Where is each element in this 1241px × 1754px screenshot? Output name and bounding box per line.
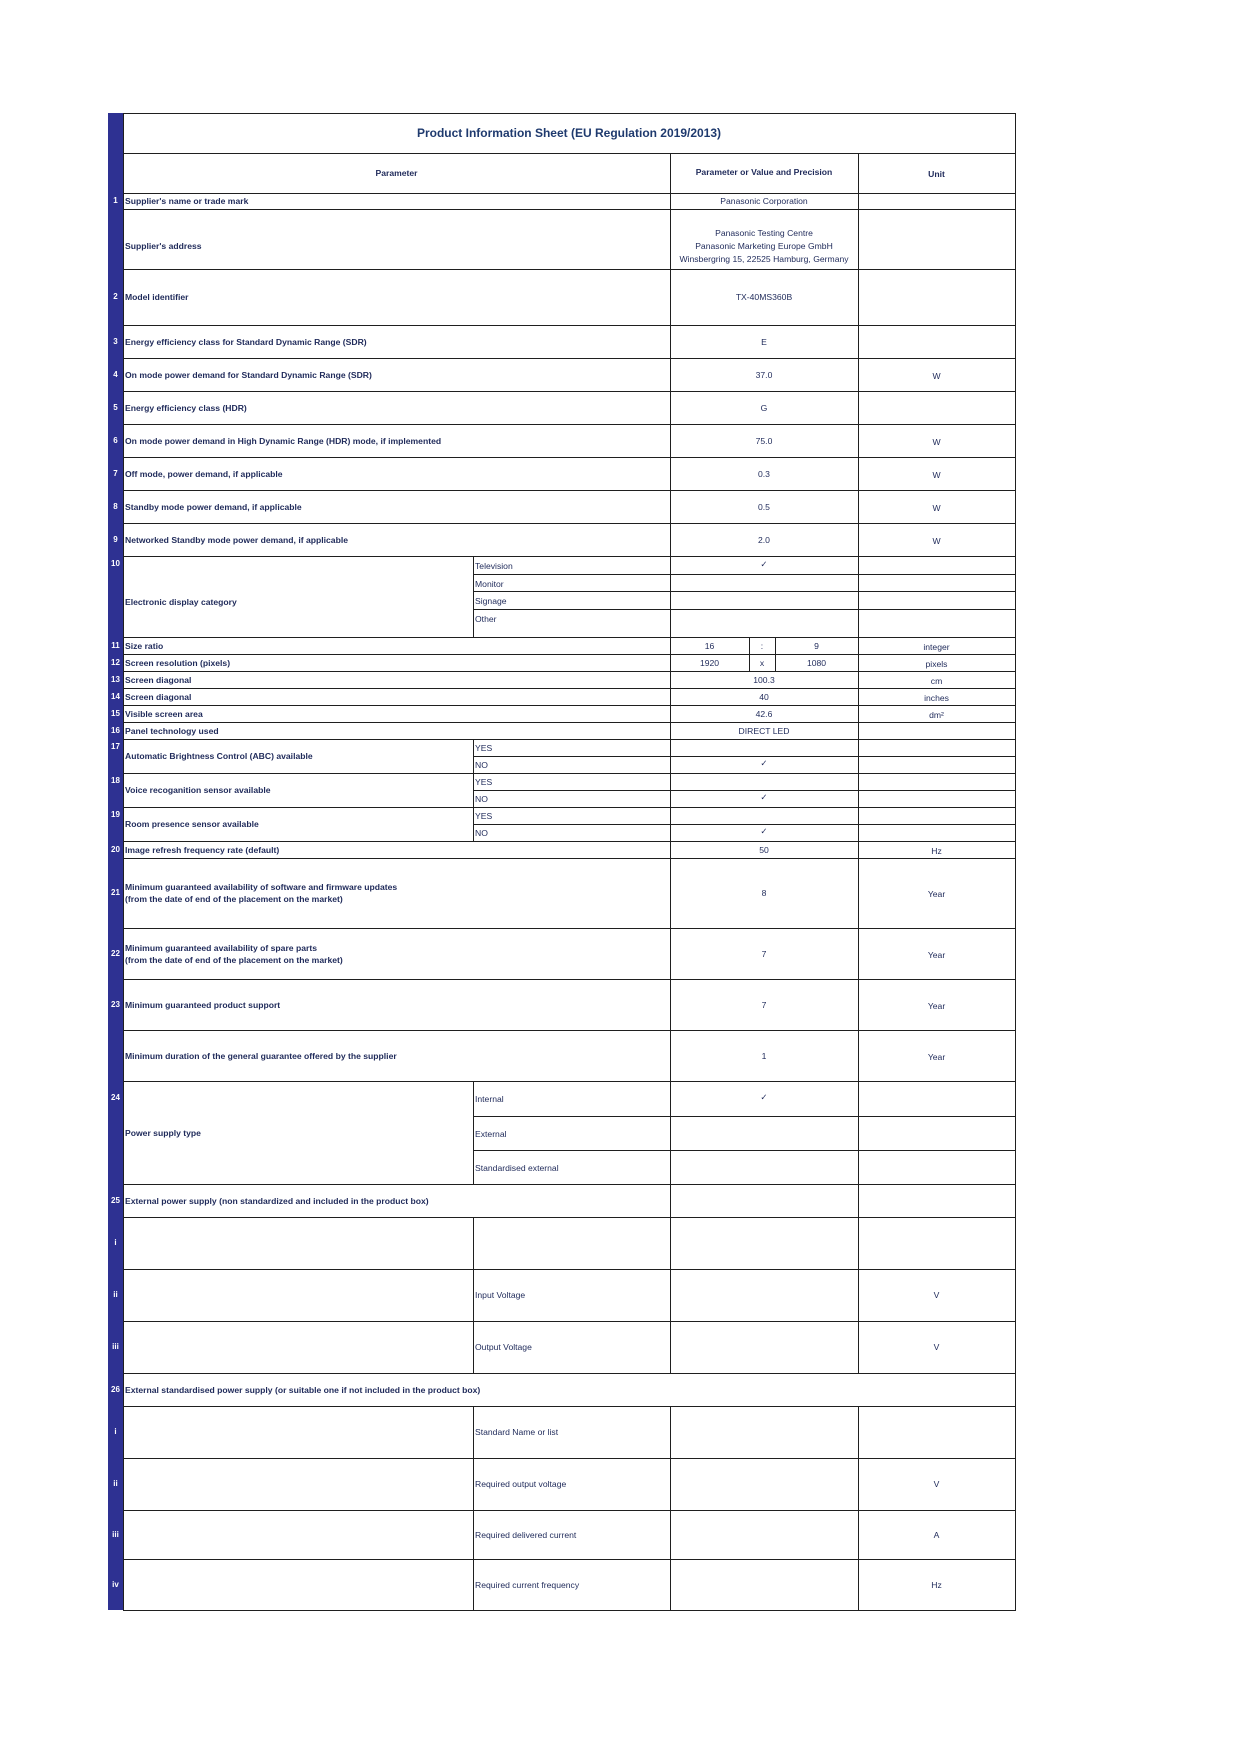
- row-number-supplier_name: 1: [113, 196, 118, 205]
- sub-row-unit: A: [933, 1529, 940, 1540]
- unit-diag_cm: cm: [930, 675, 943, 686]
- sub-row-unit: V: [933, 1290, 940, 1300]
- sub-row-number: iii: [112, 1342, 119, 1351]
- row-number-diag_in: 14: [111, 691, 120, 701]
- row-number-visible_area: 15: [111, 708, 120, 718]
- label-product_support: Minimum guaranteed product support: [125, 999, 281, 1010]
- label-diag_cm: Screen diagonal: [125, 674, 192, 685]
- label-software_updates-line: Minimum guaranteed availability of software and firmware updates: [125, 882, 398, 892]
- label-ext_psu: External power supply (non standardized and included in the product box): [125, 1195, 429, 1206]
- sub-row-field: Required delivered current: [475, 1529, 577, 1540]
- row-number-hdr_class: 5: [113, 402, 118, 412]
- row-number-standby_power: 8: [113, 501, 118, 511]
- label-software_updates-line: (from the date of end of the placement on the market): [125, 894, 343, 904]
- label-resolution: Screen resolution (pixels): [125, 657, 231, 668]
- value-supplier-address-line: Winsbergring 15, 22525 Hamburg, Germany: [679, 254, 849, 264]
- unit-guarantee: Year: [927, 1051, 946, 1062]
- value-sep-size_ratio: :: [760, 640, 764, 651]
- row-number-std_psu: 26: [111, 1384, 120, 1394]
- value-hdr_class: G: [760, 402, 768, 413]
- label-sdr_class: Energy efficiency class for Standard Dynamic Range (SDR): [125, 336, 367, 347]
- display-category-option: Television: [475, 561, 513, 571]
- value-product_support: 7: [761, 999, 767, 1010]
- label-size_ratio: Size ratio: [125, 640, 164, 651]
- label-power_supply: Power supply type: [125, 1128, 201, 1138]
- label-presence: Room presence sensor available: [125, 819, 259, 829]
- sub-row-number: iii: [112, 1529, 119, 1539]
- value-diag_cm: 100.3: [753, 674, 775, 685]
- display-category-mark: ✓: [760, 559, 768, 569]
- sub-row-number: ii: [113, 1479, 118, 1488]
- product-information-sheet: [108, 113, 1015, 1610]
- label-standby_power: Standby mode power demand, if applicable: [125, 501, 302, 512]
- option-no-presence: NO: [475, 828, 488, 838]
- unit-product_support: Year: [927, 1000, 946, 1011]
- header-unit: Unit: [928, 169, 945, 179]
- power-supply-option: External: [475, 1129, 507, 1139]
- option-yes-voice: YES: [475, 777, 493, 787]
- row-number-refresh: 20: [111, 844, 120, 854]
- display-category-option: Signage: [475, 596, 507, 606]
- mark-no-voice: ✓: [760, 792, 768, 802]
- label-diag_in: Screen diagonal: [125, 691, 192, 702]
- display-category-option: Other: [475, 613, 497, 624]
- row-number-product_support: 23: [111, 999, 120, 1009]
- option-no-abc: NO: [475, 760, 488, 770]
- label-supplier_name: Supplier's name or trade mark: [125, 196, 249, 206]
- value-hdr_power: 75.0: [755, 435, 773, 446]
- unit-off_power: W: [932, 469, 941, 480]
- header-value: Parameter or Value and Precision: [695, 167, 833, 177]
- label-visible_area: Visible screen area: [125, 708, 203, 719]
- value-supplier-address-line: Panasonic Marketing Europe GmbH: [695, 241, 833, 251]
- row-number-off_power: 7: [113, 468, 118, 478]
- value-sep-resolution: x: [759, 657, 765, 668]
- row-number-model: 2: [113, 292, 118, 301]
- row-number-software_updates: 21: [111, 888, 120, 897]
- label-hdr_class: Energy efficiency class (HDR): [125, 402, 247, 413]
- row-number-ext_psu: 25: [111, 1195, 120, 1205]
- value-spare_parts: 7: [761, 948, 767, 959]
- unit-spare_parts: Year: [927, 949, 946, 960]
- label-voice: Voice recoganition sensor available: [125, 785, 271, 795]
- sub-row-number: ii: [113, 1290, 118, 1299]
- unit-sdr_power: W: [932, 370, 941, 381]
- label-model: Model identifier: [125, 292, 189, 302]
- value-supplier_name: Panasonic Corporation: [720, 196, 808, 206]
- value-supplier-address-line: Panasonic Testing Centre: [715, 228, 813, 238]
- unit-visible_area: dm²: [929, 709, 944, 720]
- sub-row-unit: V: [933, 1342, 940, 1352]
- label-std_psu: External standardised power supply (or suitable one if not included in the product box): [125, 1384, 481, 1395]
- value-panel: DIRECT LED: [738, 725, 790, 736]
- label-supplier_address: Supplier's address: [125, 241, 202, 251]
- row-number-display_category: 10: [111, 559, 120, 568]
- header-parameter: Parameter: [375, 168, 418, 178]
- option-yes-abc: YES: [475, 743, 493, 753]
- power-supply-option: Internal: [475, 1094, 504, 1104]
- unit-resolution: pixels: [925, 658, 948, 669]
- value-a-resolution: 1920: [699, 657, 720, 668]
- value-a-size_ratio: 16: [704, 640, 715, 651]
- unit-hdr_power: W: [932, 436, 941, 447]
- sub-row-field: Standard Name or list: [475, 1427, 559, 1437]
- mark-no-presence: ✓: [760, 826, 768, 836]
- power-supply-mark: ✓: [760, 1092, 768, 1102]
- document-title: Product Information Sheet (EU Regulation 2019/2013): [416, 126, 722, 140]
- display-category-option: Monitor: [475, 578, 504, 589]
- sub-row-field: Required output voltage: [475, 1479, 567, 1489]
- value-software_updates: 8: [761, 888, 767, 898]
- unit-standby_power: W: [932, 502, 941, 513]
- value-b-size_ratio: 9: [814, 640, 819, 651]
- value-refresh: 50: [759, 844, 769, 855]
- power-supply-option: Standardised external: [475, 1163, 559, 1173]
- label-display_category: Electronic display category: [125, 597, 237, 607]
- row-number-spare_parts: 22: [111, 948, 120, 958]
- sub-row-unit: Hz: [931, 1579, 942, 1590]
- value-off_power: 0.3: [758, 468, 770, 479]
- sub-row-field: Output Voltage: [475, 1342, 532, 1352]
- sub-row-number: i: [114, 1427, 117, 1436]
- value-sdr_class: E: [761, 336, 767, 347]
- sub-row-unit: V: [933, 1479, 940, 1489]
- value-sdr_power: 37.0: [755, 369, 773, 380]
- row-number-sdr_power: 4: [113, 369, 118, 379]
- label-refresh: Image refresh frequency rate (default): [125, 844, 280, 855]
- mark-no-abc: ✓: [760, 758, 768, 768]
- value-b-resolution: 1080: [806, 657, 827, 668]
- row-number-hdr_power: 6: [113, 435, 118, 445]
- label-abc: Automatic Brightness Control (ABC) available: [125, 751, 313, 761]
- label-sdr_power: On mode power demand for Standard Dynamic Range (SDR): [125, 369, 372, 380]
- sub-row-field: Input Voltage: [475, 1290, 526, 1300]
- row-number-abc: 17: [111, 742, 120, 751]
- value-visible_area: 42.6: [755, 708, 773, 719]
- unit-software_updates: Year: [927, 889, 946, 899]
- sub-row-number: iv: [112, 1579, 119, 1589]
- sub-row-field: Required current frequency: [475, 1579, 580, 1590]
- row-number-networked_standby: 9: [113, 534, 118, 544]
- row-number-voice: 18: [111, 776, 120, 785]
- row-number-resolution: 12: [111, 657, 120, 667]
- unit-diag_in: inches: [924, 692, 949, 703]
- value-diag_in: 40: [759, 691, 769, 702]
- row-number-sdr_class: 3: [113, 336, 118, 346]
- unit-refresh: Hz: [931, 845, 942, 856]
- row-number-power_supply: 24: [111, 1093, 120, 1102]
- row-number-diag_cm: 13: [111, 674, 120, 684]
- row-number-presence: 19: [111, 810, 120, 819]
- unit-size_ratio: integer: [923, 641, 950, 652]
- row-number-size_ratio: 11: [111, 640, 120, 650]
- label-off_power: Off mode, power demand, if applicable: [125, 468, 283, 479]
- value-model: TX-40MS360B: [735, 292, 793, 302]
- label-networked_standby: Networked Standby mode power demand, if applicable: [125, 534, 349, 545]
- value-standby_power: 0.5: [758, 501, 770, 512]
- value-networked_standby: 2.0: [758, 534, 770, 545]
- sub-row-number: i: [114, 1238, 117, 1247]
- row-number-panel: 16: [111, 725, 120, 735]
- label-panel: Panel technology used: [125, 725, 219, 736]
- label-spare_parts-line: (from the date of end of the placement on the market): [125, 954, 343, 965]
- value-guarantee: 1: [761, 1050, 767, 1061]
- unit-networked_standby: W: [932, 535, 941, 546]
- label-guarantee: Minimum duration of the general guarantee offered by the supplier: [125, 1050, 397, 1061]
- option-no-voice: NO: [475, 794, 488, 804]
- label-hdr_power: On mode power demand in High Dynamic Range (HDR) mode, if implemented: [125, 435, 442, 446]
- label-spare_parts-line: Minimum guaranteed availability of spare parts: [125, 942, 317, 953]
- option-yes-presence: YES: [475, 811, 493, 821]
